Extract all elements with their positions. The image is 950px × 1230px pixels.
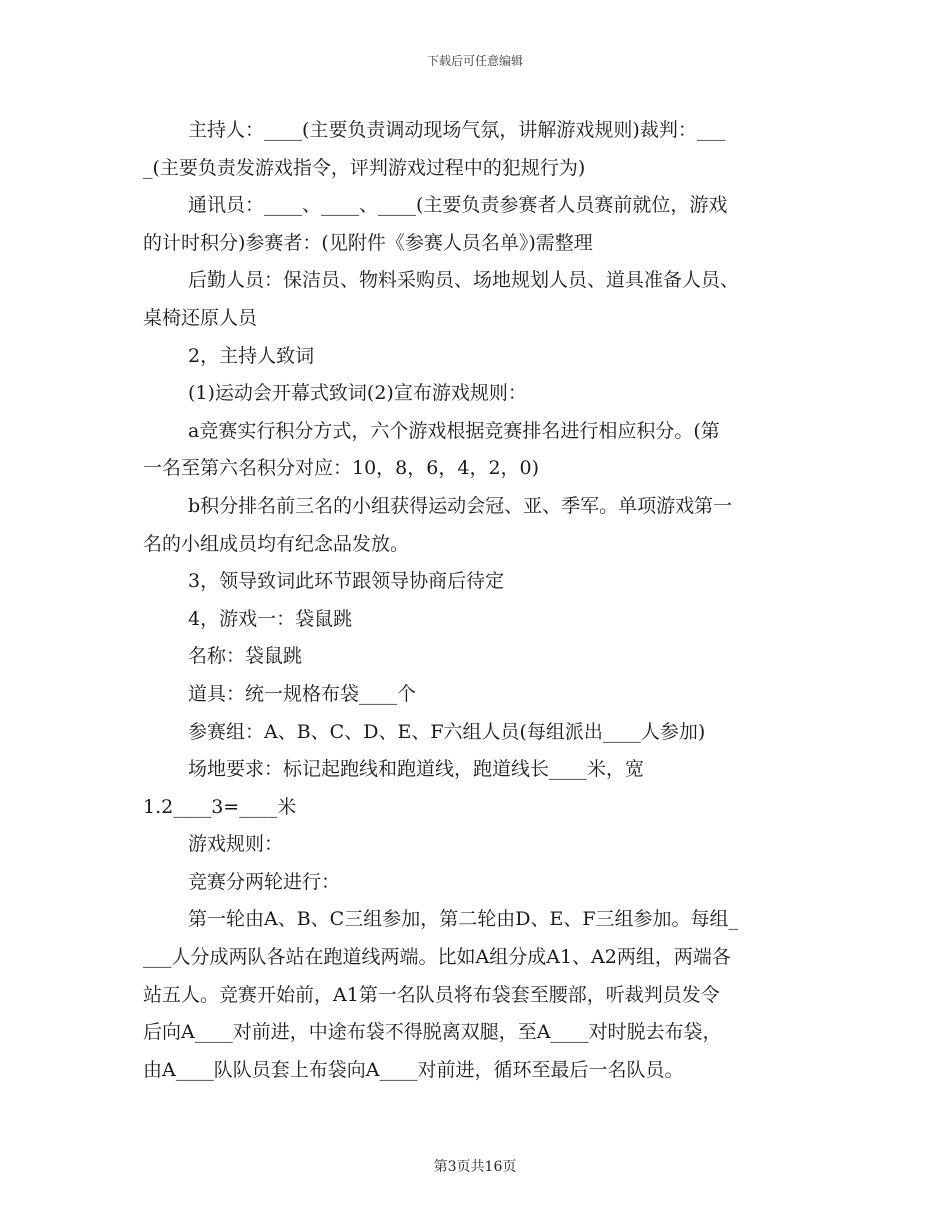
paragraph-line: 名的小组成员均有纪念品发放。: [143, 532, 410, 555]
paragraph-line: 1.2____3=____米: [143, 795, 297, 818]
paragraph-line: 后向A____对前进，中途布袋不得脱离双腿，至A____对时脱去布袋，: [143, 1021, 722, 1044]
paragraph-line: 桌椅还原人员: [143, 306, 258, 329]
paragraph-line: a竞赛实行积分方式，六个游戏根据竞赛排名进行相应积分。(第: [188, 419, 720, 442]
paragraph-line: 后勤人员：保洁员、物料采购员、场地规划人员、道具准备人员、: [188, 269, 740, 292]
paragraph-line: 通讯员：____、____、____(主要负责参赛者人员赛前就位，游戏: [188, 194, 728, 217]
paragraph-line: 由A____队队员套上布袋向A____对前进，循环至最后一名队员。: [143, 1058, 684, 1081]
paragraph-line: b积分排名前三名的小组获得运动会冠、亚、季军。单项游戏第一: [188, 494, 733, 517]
section-heading: 2，主持人致词: [188, 344, 315, 367]
paragraph-line: 名称：袋鼠跳: [188, 645, 303, 668]
page-header: 下载后可任意编辑: [426, 54, 523, 68]
document-body: [143, 112, 808, 1089]
paragraph-line: 参赛组：A、B、C、D、E、F六组人员(每组派出____人参加): [188, 720, 706, 743]
paragraph-line: 站五人。竞赛开始前，A1第一名队员将布袋套至腰部，听裁判员发令: [143, 983, 720, 1006]
paragraph-line: 场地要求：标记起跑线和跑道线，跑道线长____米，宽: [188, 758, 645, 781]
paragraph-line: 一名至第六名积分对应：10，8，6，4，2，0): [143, 457, 540, 480]
paragraph-line: 第一轮由A、B、C三组参加，第二轮由D、E、F三组参加。每组_: [188, 908, 739, 931]
paragraph-line: (1)运动会开幕式致词(2)宣布游戏规则：: [188, 382, 527, 405]
section-heading: 4，游戏一：袋鼠跳: [188, 607, 353, 630]
paragraph-line: 竞赛分两轮进行：: [188, 870, 341, 893]
paragraph-line: 道具：统一规格布袋____个: [188, 682, 417, 705]
section-heading: 3，领导致词此环节跟领导协商后待定: [188, 570, 505, 593]
paragraph-line: ___人分成两队各站在跑道线两端。比如A组分成A1、A2两组，两端各: [143, 946, 731, 969]
paragraph-line: _(主要负责发游戏指令，评判游戏过程中的犯规行为): [143, 156, 586, 179]
paragraph-line: 主持人：____(主要负责调动现场气氛，讲解游戏规则)裁判：___: [188, 119, 726, 141]
paragraph-line: 游戏规则：: [188, 833, 284, 856]
paragraph-line: 的计时积分)参赛者：(见附件《参赛人员名单》)需整理: [143, 231, 593, 254]
page-footer: 第3页共16页: [433, 1159, 517, 1175]
